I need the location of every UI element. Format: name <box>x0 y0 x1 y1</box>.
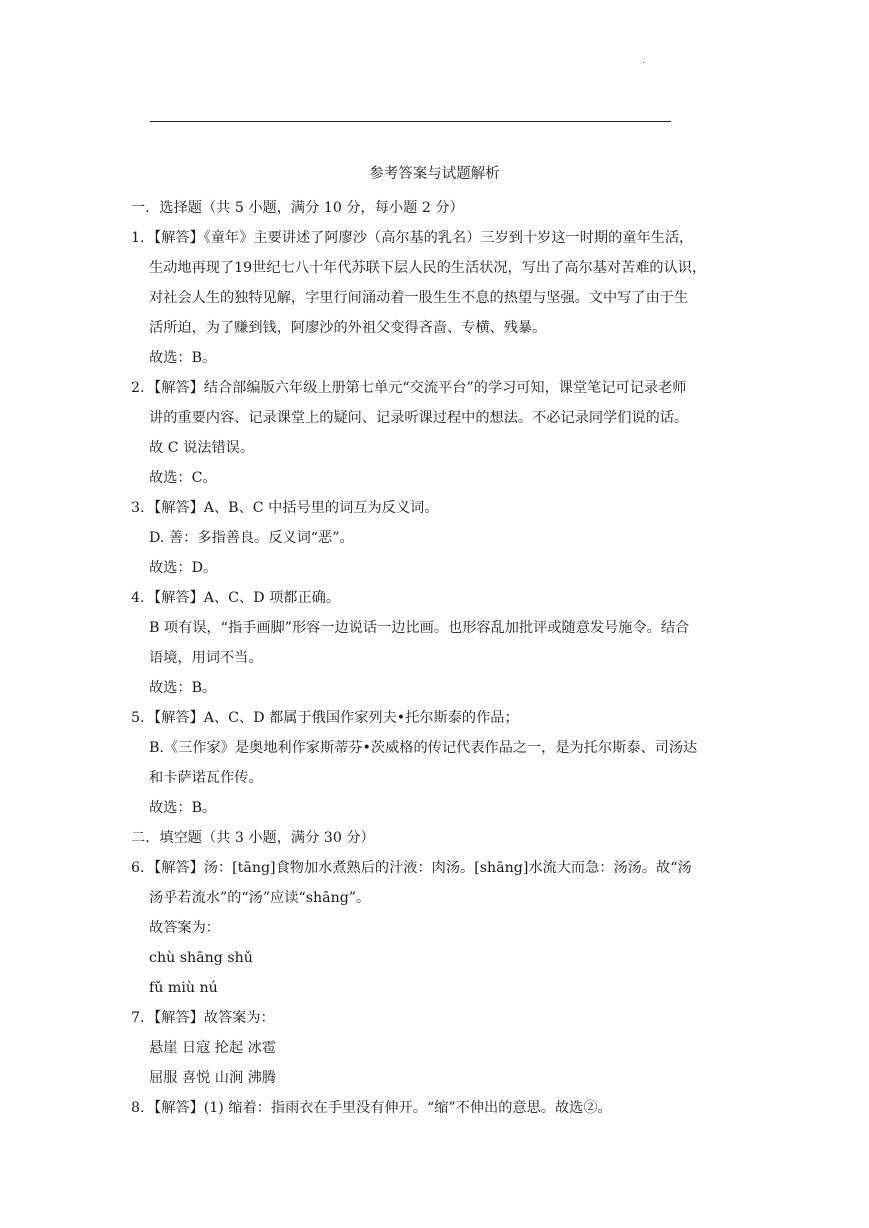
answer-first-line <box>131 223 746 253</box>
section-heading-choice: 一．选择题（共 5 小题，满分 10 分，每小题 2 分） <box>131 200 464 216</box>
answer-first-line <box>131 493 746 523</box>
answer-first-line <box>131 853 746 883</box>
question-number: 3. <box>131 500 145 516</box>
answer-first-line <box>131 703 746 733</box>
question-number: 1. <box>131 230 145 246</box>
answer-text: 【解答】汤：[tāng]食物加水煮熟后的汁液：肉汤。[shāng]水流大而急：汤汤。故“汤 <box>147 860 692 876</box>
answer-line: 故选：D。 <box>149 560 218 576</box>
answer-line: 故答案为： <box>149 920 220 936</box>
answer-text: 【解答】A、B、C 中括号里的词互为反义词。 <box>147 500 439 516</box>
answer-line: D. 善：多指善良。反义词“恶”。 <box>149 530 354 546</box>
answer-item <box>131 583 746 703</box>
answer-line: 故选：C。 <box>149 470 217 486</box>
answer-item <box>131 493 746 583</box>
section-heading-fill: 二．填空题（共 3 小题，满分 30 分） <box>131 830 375 846</box>
answer-item <box>131 223 746 373</box>
page-title: 参考答案与试题解析 <box>369 166 500 182</box>
answer-item <box>131 1093 746 1123</box>
answer-line: fǔ miù nú <box>149 980 218 996</box>
section-fill-items <box>131 853 746 1123</box>
answer-text: 【解答】结合部编版六年级上册第七单元“交流平台”的学习可知，课堂笔记可记录老师 <box>147 380 687 396</box>
answer-item <box>131 373 746 493</box>
answer-line: 故选：B。 <box>149 350 217 366</box>
answer-line: 生动地再现了19世纪七八十年代苏联下层人民的生活状况，写出了高尔基对苦难的认识， <box>149 260 707 276</box>
answer-line: 对社会人生的独特见解，字里行间涌动着一股生生不息的热望与坚强。文中写了由于生 <box>149 290 689 306</box>
answer-item <box>131 703 746 823</box>
question-number: 4. <box>131 590 145 606</box>
answer-item <box>131 853 746 1003</box>
answer-content <box>131 193 746 1123</box>
header-rule <box>150 121 671 122</box>
answer-line: 故选：B。 <box>149 800 217 816</box>
answer-text: 【解答】A、C、D 都属于俄国作家列夫•托尔斯泰的作品； <box>147 710 519 726</box>
answer-line: 悬崖 日寇 抡起 冰雹 <box>149 1040 277 1056</box>
answer-text: 【解答】A、C、D 项都正确。 <box>147 590 341 606</box>
answer-item <box>131 1003 746 1093</box>
answer-line: B.《三作家》是奥地利作家斯蒂芬•茨威格的传记代表作品之一，是为托尔斯泰、司汤达 <box>149 740 698 756</box>
answer-line: 汤乎若流水”的“汤”应读“shāng”。 <box>149 890 371 906</box>
answer-first-line <box>131 1093 746 1123</box>
answer-line: 讲的重要内容、记录课堂上的疑问、记录听课过程中的想法。不必记录同学们说的话。 <box>149 410 689 426</box>
answer-line: 故选：B。 <box>149 680 217 696</box>
answer-line: B 项有误，“指手画脚”形容一边说话一边比画。也形容乱加批评或随意发号施令。结合 <box>149 620 690 636</box>
question-number: 6. <box>131 860 145 876</box>
answer-text: 【解答】故答案为： <box>147 1010 275 1026</box>
question-number: 2. <box>131 380 145 396</box>
answer-line: 语境，用词不当。 <box>149 650 263 666</box>
answer-line: 屈服 喜悦 山涧 沸腾 <box>149 1070 277 1086</box>
answer-line: 和卡萨诺瓦作传。 <box>149 770 263 786</box>
answer-line: chù shāng shǔ <box>149 950 253 966</box>
answer-line: 故 C 说法错误。 <box>149 440 255 456</box>
answer-first-line <box>131 1003 746 1033</box>
answer-first-line <box>131 583 746 613</box>
answer-text: 【解答】(1) 缩着：指雨衣在手里没有伸开。“缩”不伸出的意思。故选②。 <box>147 1100 612 1116</box>
section-choice-items <box>131 223 746 823</box>
question-number: 7. <box>131 1010 145 1026</box>
header-dot: . <box>642 56 645 66</box>
question-number: 8. <box>131 1100 145 1116</box>
question-number: 5. <box>131 710 145 726</box>
answer-first-line <box>131 373 746 403</box>
answer-text: 【解答】《童年》主要讲述了阿廖沙（高尔基的乳名）三岁到十岁这一时期的童年生活， <box>147 230 694 246</box>
answer-line: 活所迫，为了赚到钱，阿廖沙的外祖父变得吝啬、专横、残暴。 <box>149 320 547 336</box>
